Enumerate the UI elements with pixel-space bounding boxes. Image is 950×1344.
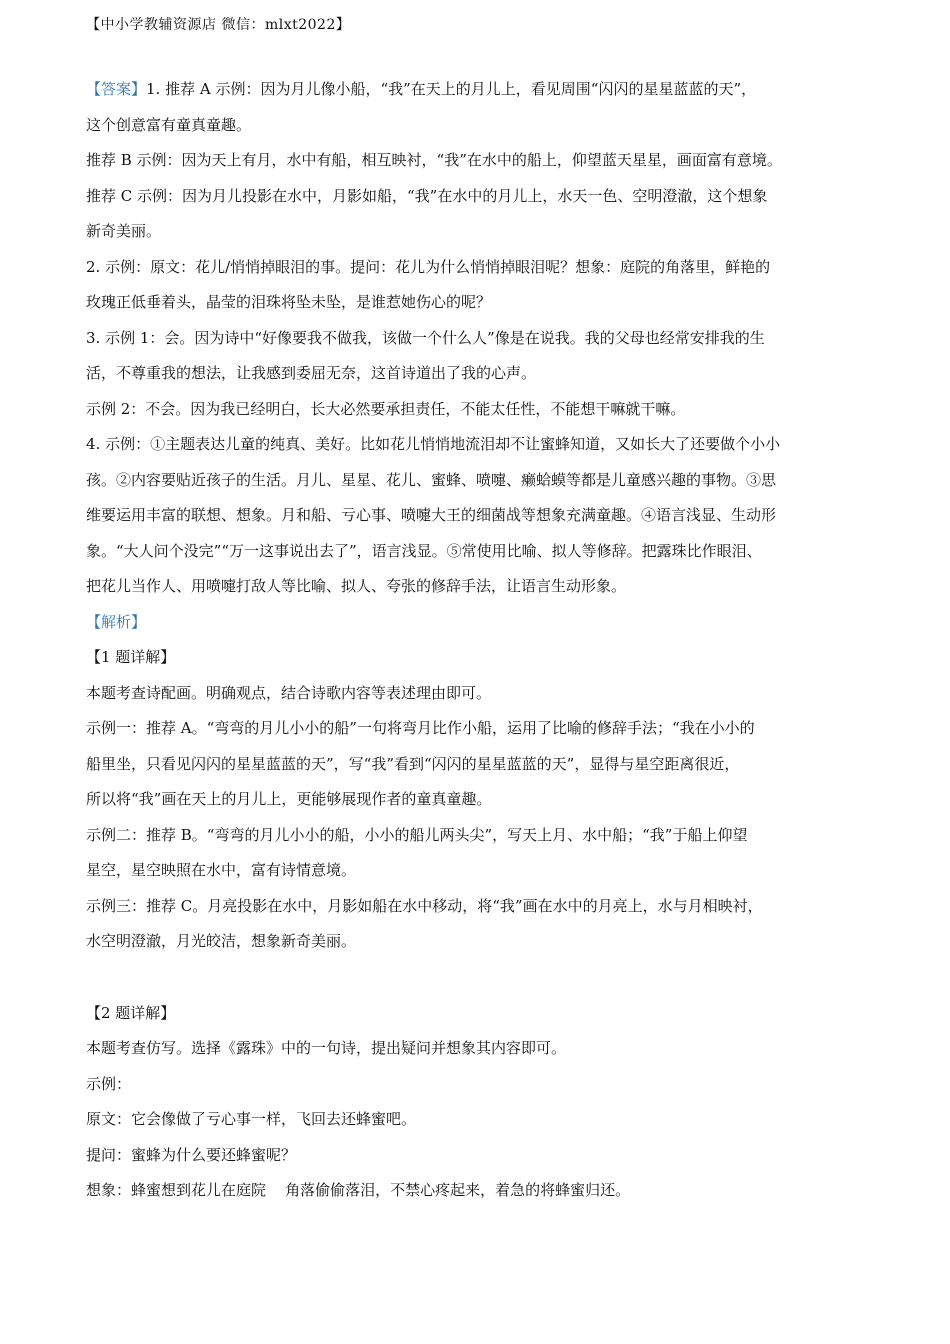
answer-line: 3. 示例 1：会。因为诗中“好像要我不做我，该做一个什么人”像是在说我。我的父母也经常安排我的生 [86, 328, 765, 347]
q1-line: 所以将“我”画在天上的月儿上，更能够展现作者的童真童趣。 [86, 790, 492, 808]
section-spacer [86, 960, 876, 996]
answer-line: 孩。②内容要贴近孩子的生活。月儿、星星、花儿、蜜蜂、喷嚏、癞蛤蟆等都是儿童感兴趣的事物。③思 [86, 470, 777, 489]
answer-line: 4. 示例：①主题表达儿童的纯真、美好。比如花儿悄悄地流泪却不让蜜蜂知道，又如长大了还要做个小小 [86, 435, 781, 453]
answer-first-line [86, 72, 876, 108]
answer-line: 活，不尊重我的想法，让我感到委屈无奈，这首诗道出了我的心声。 [86, 364, 537, 382]
document-body [86, 72, 876, 1209]
answer-line: 推荐 B 示例：因为天上有月，水中有船，相互映衬，“我”在水中的船上，仰望蓝天星星，画面富有意境。 [86, 151, 782, 169]
answer-line: 维要运用丰富的联想、想象。月和船、亏心事、喷嚏大王的细菌战等想象充满童趣。④语言浅显、生动形 [86, 506, 777, 524]
answer-line: 把花儿当作人、用喷嚏打敌人等比喻、拟人、夸张的修辞手法，让语言生动形象。 [86, 577, 627, 595]
answer-tag: 【答案】 [86, 80, 147, 98]
q2-line: 提问：蜜蜂为什么要还蜂蜜呢？ [86, 1145, 297, 1164]
q1-line: 船里坐，只看见闪闪的星星蓝蓝的天”，写“我”看到“闪闪的星星蓝蓝的天”，显得与星空距离很近， [86, 754, 740, 773]
q1-line: 星空，星空映照在水中，富有诗情意境。 [86, 861, 357, 879]
q2-line: 原文：它会像做了亏心事一样，飞回去还蜂蜜吧。 [86, 1110, 417, 1128]
q1-line: 示例一：推荐 A。“弯弯的月儿小小的船”一句将弯月比作小船，运用了比喻的修辞手法；“我在小小的 [86, 719, 755, 737]
q2-line: 示例： [86, 1074, 132, 1093]
page-header: 【中小学教辅资源店 微信：mlxt2022】 [86, 17, 351, 33]
q1-line: 水空明澄澈，月光皎洁，想象新奇美丽。 [86, 932, 357, 950]
answer-line: 2. 示例：原文：花儿/悄悄掉眼泪的事。提问：花儿为什么悄悄掉眼泪呢？想象：庭院的角落里，鲜艳的 [86, 257, 771, 276]
answer-line: 示例 2：不会。因为我已经明白，长大必然要承担责任，不能太任性，不能想干嘛就干嘛。 [86, 399, 686, 418]
answer-line: 这个创意富有童真童趣。 [86, 115, 252, 134]
answer-line: 新奇美丽。 [86, 222, 162, 240]
answer-line-0: 1. 推荐 A 示例：因为月儿像小船，“我”在天上的月儿上，看见周围“闪闪的星星蓝蓝的天”， [146, 80, 757, 98]
q2-title: 【2 题详解】 [86, 1003, 176, 1022]
answer-line: 推荐 C 示例：因为月儿投影在水中，月影如船，“我”在水中的月儿上，水天一色、空明澄澈，这个想象 [86, 186, 768, 205]
q1-title: 【1 题详解】 [86, 648, 176, 666]
q1-line: 示例二：推荐 B。“弯弯的月儿小小的船，小小的船儿两头尖”，写天上月、水中船；“我”于船上仰望 [86, 825, 748, 844]
q2-line: 本题考查仿写。选择《露珠》中的一句诗，提出疑问并想象其内容即可。 [86, 1039, 567, 1057]
analysis-tag: 【解析】 [86, 612, 147, 631]
q2-line: 想象：蜂蜜想到花儿在庭院 角落偷偷落泪，不禁心疼起来，着急的将蜂蜜归还。 [86, 1181, 631, 1199]
q1-line: 示例三：推荐 C。月亮投影在水中，月影如船在水中移动，将“我”画在水中的月亮上，水与月相映衬， [86, 896, 763, 915]
q1-line: 本题考查诗配画。明确观点，结合诗歌内容等表述理由即可。 [86, 683, 492, 702]
answer-line: 玫瑰正低垂着头，晶莹的泪珠将坠未坠，是谁惹她伤心的呢？ [86, 293, 492, 311]
answer-line: 象。“大人问个没完”“万一这事说出去了”，语言浅显。⑤常使用比喻、拟人等修辞。把露珠比作眼泪、 [86, 541, 762, 560]
